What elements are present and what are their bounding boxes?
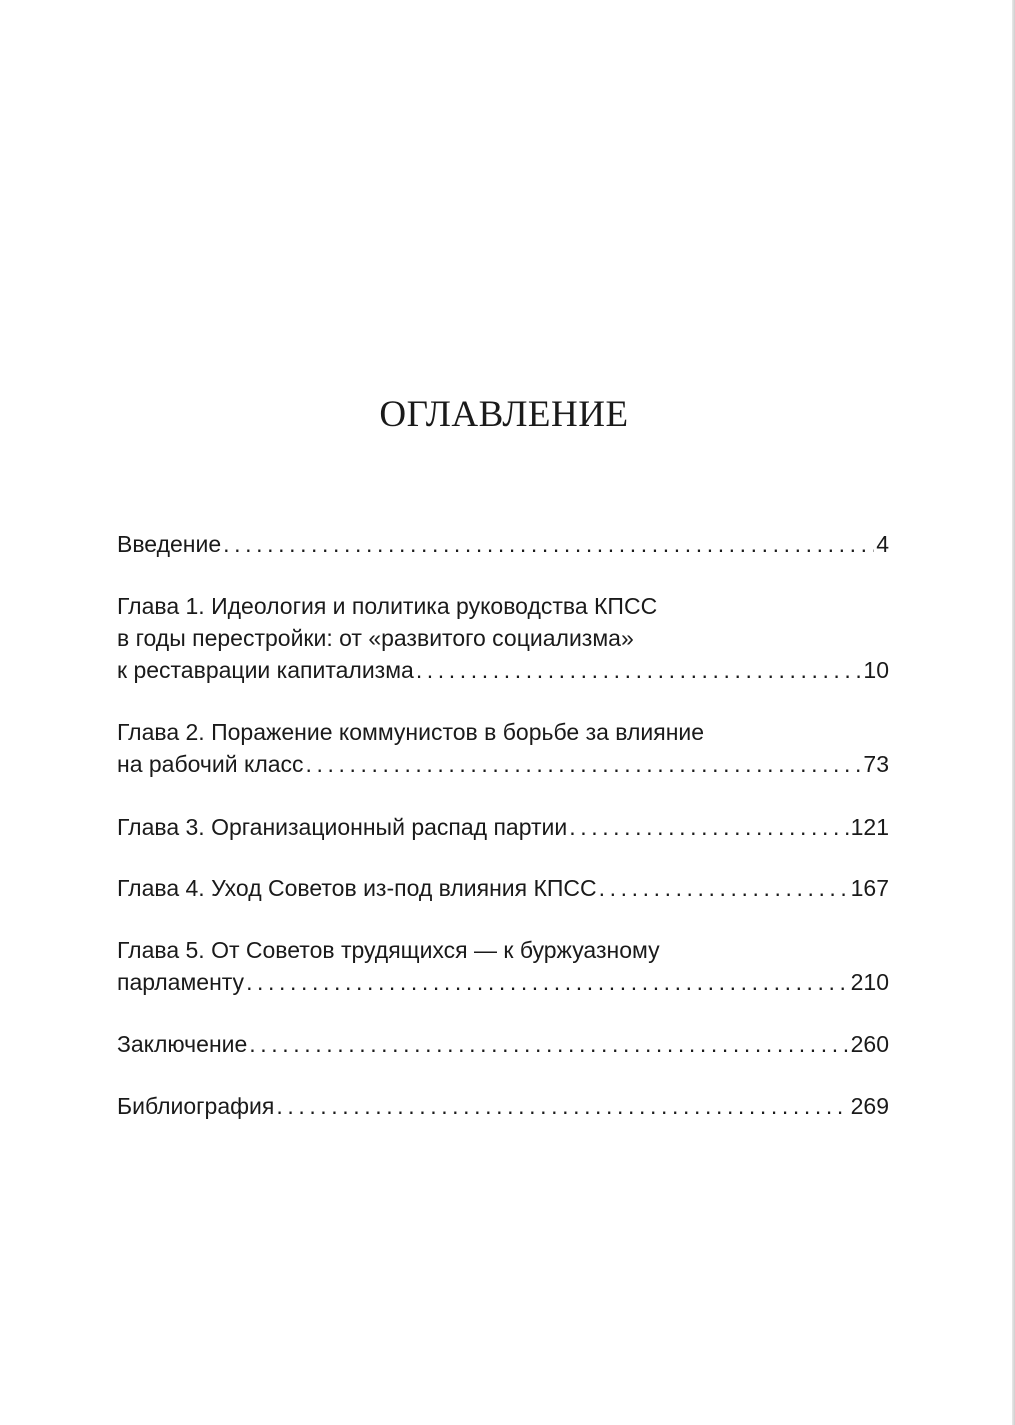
toc-entry-chapter-5	[117, 934, 889, 998]
dot-leader	[569, 811, 848, 843]
toc-entry-line	[117, 811, 889, 843]
toc-heading: ОГЛАВЛЕНИЕ	[379, 394, 629, 435]
dot-leader	[306, 748, 862, 780]
toc-entry-title: Глава 3. Организационный распад партии	[117, 814, 568, 840]
toc-entry-conclusion	[117, 1028, 889, 1060]
toc-entry-line	[117, 748, 889, 780]
toc-entry-chapter-1	[117, 590, 889, 686]
toc-page-number: 73	[863, 751, 889, 777]
toc-entry-title: Введение	[117, 531, 222, 557]
toc-entry-title-line: Глава 5. От Советов трудящихся — к буржуазному	[117, 937, 660, 963]
toc-entry-chapter-4	[117, 872, 889, 904]
toc-entry-title: на рабочий класс	[117, 751, 304, 777]
toc-entry-line	[117, 528, 889, 560]
toc-entry-chapter-2	[117, 716, 889, 780]
toc-entry-title-line: в годы перестройки: от «развитого социализма»	[117, 625, 634, 651]
toc-entry-title: Библиография	[117, 1093, 275, 1119]
toc-entry-bibliography	[117, 1090, 889, 1122]
toc-entry-line	[117, 1090, 889, 1122]
dot-leader	[276, 1090, 848, 1122]
toc-entry-line	[117, 1028, 889, 1060]
toc-entry-title: парламенту	[117, 969, 245, 995]
toc-entry-title: Заключение	[117, 1031, 248, 1057]
toc-page-number: 260	[850, 1031, 889, 1057]
toc-entry-line	[117, 966, 889, 998]
toc-page-number: 269	[850, 1093, 889, 1119]
dot-leader	[599, 872, 849, 904]
toc-entry-title-line: Глава 2. Поражение коммунистов в борьбе за влияние	[117, 719, 705, 745]
toc-entry-title-line: Глава 1. Идеология и политика руководства КПСС	[117, 593, 658, 619]
toc-entry-title: Глава 4. Уход Советов из-под влияния КПСС	[117, 875, 597, 901]
toc-page-number: 167	[850, 875, 889, 901]
toc-page-number: 10	[863, 657, 889, 683]
dot-leader	[223, 528, 874, 560]
toc-entry-line	[117, 654, 889, 686]
toc-page-number: 121	[850, 814, 889, 840]
toc-entry-line	[117, 872, 889, 904]
dot-leader	[249, 1028, 848, 1060]
dot-leader	[246, 966, 849, 998]
toc-page-number: 210	[850, 969, 889, 995]
toc-entry-introduction	[117, 528, 889, 560]
toc-entry-title: к реставрации капитализма	[117, 657, 414, 683]
toc-entry-chapter-3	[117, 811, 889, 843]
toc-page-number: 4	[876, 531, 889, 557]
dot-leader	[416, 654, 862, 686]
